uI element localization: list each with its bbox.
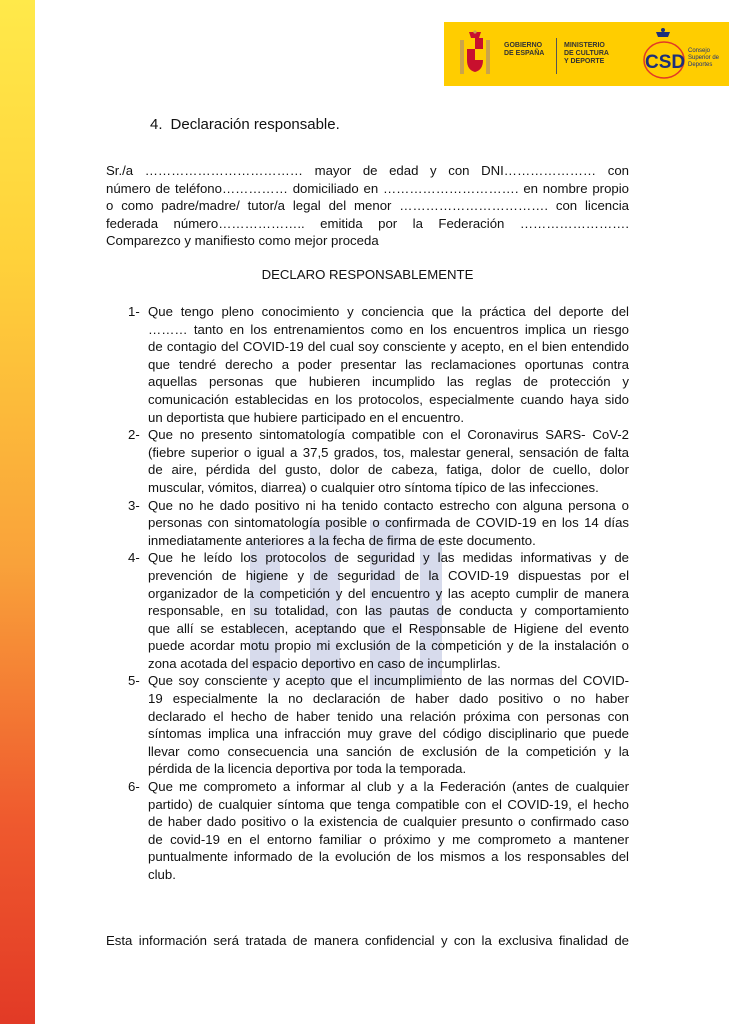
declaration-item-number: 1- <box>128 304 140 319</box>
declaration-item-number: 6- <box>128 779 140 795</box>
svg-text:CSD: CSD <box>645 52 686 73</box>
csd-label: Consejo Superior de Deportes <box>688 48 720 68</box>
declaration-item-line: partido) de cualquier síntoma que tenga compatible con el COVID-19, el hecho <box>148 796 629 812</box>
declaration-item-line: un deportista que hubiere participado en el encuentro. <box>148 409 464 425</box>
declaration-item-line: de contagio del COVID-19 del cual soy consciente y acepto, en el bien entendido <box>148 339 629 355</box>
declaration-item-line: declarado el hecho de haber tenido una relación próxima con personas con <box>148 708 629 724</box>
declaration-item-line: Que soy consciente y acepto que el incumplimiento de las normas del COVID- <box>148 673 629 689</box>
declaration-item-line: (fiebre superior o igual a 37,5 grados, tos, malestar general, sensación de falta <box>148 444 629 460</box>
declaration-item <box>106 672 629 778</box>
declaration-item-line: de covid-19 en el entorno familiar o próximo y me comprometo a mantener <box>148 831 629 847</box>
section-title: Declaración responsable. <box>170 116 340 133</box>
declaration-list <box>106 303 629 884</box>
intro-line: Sr./a ……………………………… mayor de edad y con DNI………………… con <box>106 163 629 178</box>
declaration-item-line: ……… tanto en los entrenamientos como en los encuentros implica un riesgo <box>148 321 629 337</box>
declaration-item-line: organizador de la competición y del encuentro y las acepto cumplir de manera <box>148 585 629 601</box>
declaration-item-line: prevención de higiene y de seguridad de la COVID-19 dispuestas por el <box>148 567 629 583</box>
declaration-item-line: responsable, en su totalidad, con las pautas de conducta y comportamiento <box>148 603 629 619</box>
declaration-item-line: inmediatamente anteriores a la fecha de firma de este documento. <box>148 532 536 548</box>
declaration-item-line: Que tengo pleno conocimiento y conciencia que la práctica del deporte del <box>148 304 629 319</box>
intro-line: federada número……………….. emitida por la Federación ……………………. <box>106 215 629 231</box>
declaration-item-line: de aire, pérdida del gusto, dolor de cabeza, fatiga, dolor de cuello, dolor <box>148 462 629 478</box>
declaration-item-line: club. <box>148 867 176 882</box>
declaration-item <box>106 497 629 550</box>
section-number: 4. <box>150 116 163 133</box>
government-label: GOBIERNO DE ESPAÑA <box>504 42 545 57</box>
intro-paragraph <box>106 162 629 250</box>
ministry-label: MINISTERIO DE CULTURA Y DEPORTE <box>564 42 609 65</box>
declaration-item-line: aquellas personas que hubieren incumplido las reglas de protección y <box>148 374 629 390</box>
declaration-heading: DECLARO RESPONSABLEMENTE <box>261 267 474 282</box>
declaration-item-number: 5- <box>128 673 140 689</box>
declaration-item-line: 19 especialmente la no declaración de haber dado positivo o no haber <box>148 691 629 707</box>
declaration-item <box>106 426 629 496</box>
declaration-item-line: Que no he dado positivo ni ha tenido contacto estrecho con alguna persona o <box>148 497 629 513</box>
declaration-item-line: comunicación establecidas en los protocolos, especialmente cuando haya sido <box>148 391 629 407</box>
declaration-item-line: puede acordar motu propio mi exclusión de la competición y de la instalación o <box>148 638 629 654</box>
declaration-item-line: de haber dado positivo o la existencia de cualquier presunto o confirmado caso <box>148 814 629 830</box>
intro-line: Comparezco y manifiesto como mejor proceda <box>106 233 379 249</box>
declaration-item-number: 4- <box>128 550 140 566</box>
closing-text: Esta información será tratada de manera confidencial y con la exclusiva finalidad de <box>106 933 629 948</box>
intro-line: o como padre/madre/ tutor/a legal del menor ……………………………. con licencia <box>106 198 629 214</box>
section-heading <box>150 116 340 134</box>
declaration-item-line: llevar como consecuencia una sanción de exclusión de la competición y la <box>148 743 629 759</box>
decorative-gradient-bar <box>0 0 35 1024</box>
declaration-item <box>106 549 629 672</box>
declaration-item <box>106 778 629 884</box>
declaration-item <box>106 303 629 426</box>
declaration-item-line: personas con sintomatología posible o confirmada de COVID-19 en los 14 días <box>148 515 629 531</box>
declaration-item-line: Que no presento sintomatología compatible con el Coronavirus SARS- CoV-2 <box>148 427 629 443</box>
coat-of-arms-icon <box>458 30 492 80</box>
declaration-item-line: muscular, vómitos, diarrea) o cualquier otro síntoma típico de las infecciones. <box>148 479 599 495</box>
declaration-item-line: puntualmente informado de la evolución de los mismos a los responsables del <box>148 849 629 865</box>
declaration-item-line: zona acotada del espacio deportivo en caso de incumplirlas. <box>148 655 501 671</box>
declaration-item-line: Que he leído los protocolos de seguridad y las medidas informativas y de <box>148 550 629 566</box>
declaration-item-line: que allí se establecen, aceptando que el Responsable de Higiene del evento <box>148 620 629 636</box>
declaration-item-line: pérdida de la licencia deportiva por toda la temporada. <box>148 761 467 777</box>
declaration-item-line: Que me comprometo a informar al club y a la Federación (antes de cualquier <box>148 779 629 795</box>
declaration-item-number: 3- <box>128 497 140 513</box>
declaration-item-line: síntomas implica una infracción muy grave del código disciplinario que puede <box>148 726 629 742</box>
csd-logo <box>642 26 686 82</box>
declaration-item-number: 2- <box>128 427 140 443</box>
intro-line: número de teléfono…………… domiciliado en …………………………. en nombre propio <box>106 180 629 196</box>
government-header-banner <box>444 22 729 86</box>
header-divider <box>556 38 557 74</box>
declaration-item-line: que tendré derecho a poder presentar las reclamaciones oportunas contra <box>148 356 629 372</box>
